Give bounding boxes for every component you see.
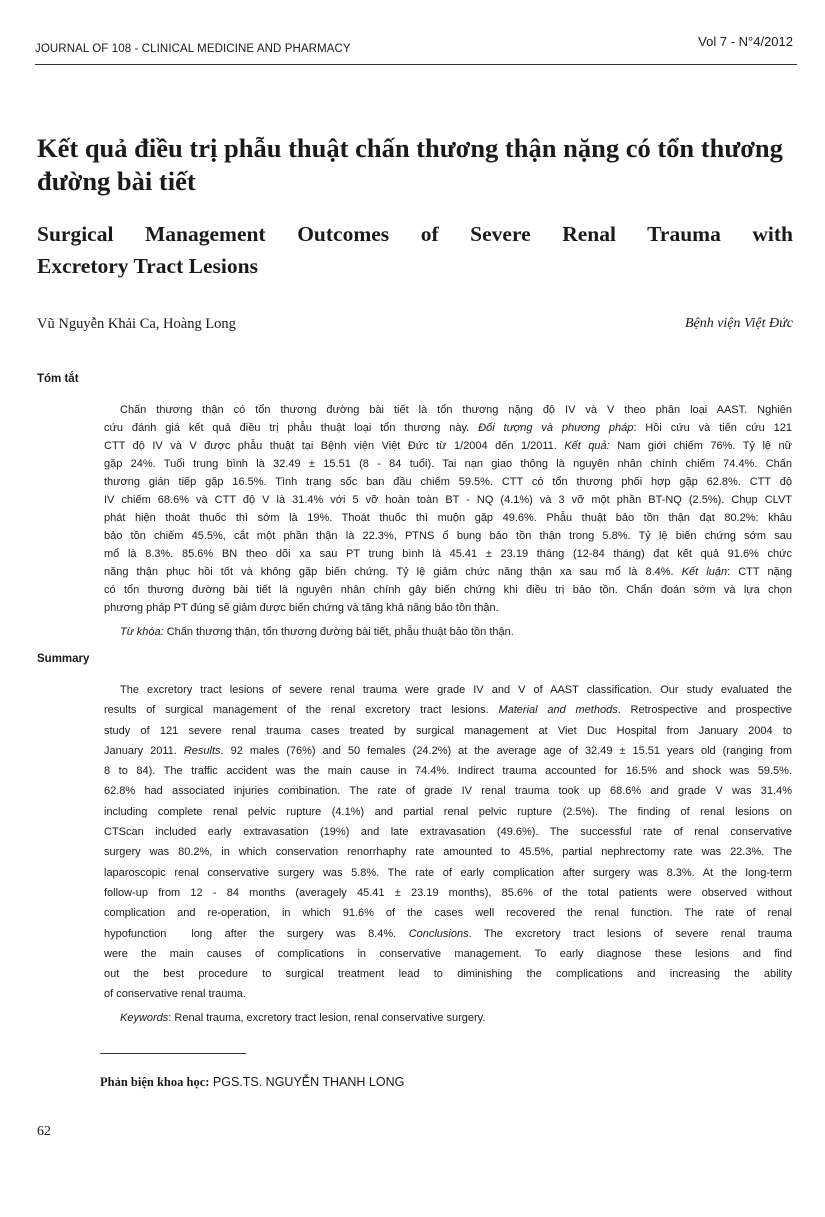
summary-body (104, 680, 792, 1005)
italic-section-label: Material and methods (498, 704, 618, 717)
italic-section-label: Conclusions (408, 927, 469, 940)
text-line (104, 903, 792, 923)
text-segment: January 2011. (104, 744, 184, 757)
reviewer-note (100, 1075, 404, 1090)
text-segment: results of surgical management of the renal excretory tract lesions. (104, 704, 499, 717)
title-vietnamese: Kết quả điều trị phẫu thuật chấn thương thận nặng có tổn thương đường bài tiết (37, 133, 783, 196)
page-number: 62 (37, 1124, 51, 1139)
reviewer-label: Phản biện khoa học: (100, 1075, 210, 1089)
text-segment: . Retrospective and prospective (617, 704, 792, 717)
text-segment: of conservative renal trauma. (104, 988, 246, 1001)
text-line (104, 883, 792, 903)
text-line (104, 419, 792, 437)
keywords-vi (120, 624, 514, 640)
text-segment: CTT độ IV và V được phẫu thuật tại Bệnh viện Việt Đức từ 1/2004 đến 1/2011. (104, 440, 565, 452)
text-segment: out the best procedure to surgical treatment lead to diminishing the complications and increasing the ability (104, 968, 792, 981)
text-line (104, 863, 792, 883)
title-english (37, 218, 793, 282)
text-segment: hypofunction long after the surgery was 8.4%. (104, 927, 409, 940)
text-segment: CTScan included early extravasation (19%) and late extravasation (49.6%). The successful rate of renal conservative (104, 826, 792, 839)
reviewer-name: PGS.TS. NGUYỄN THANH LONG (209, 1075, 405, 1089)
text-segment: gặp 24%. Tuổi trung bình là 32.49 ± 15.51 (8 - 84 tuổi). Tai nạn giao thông là nguyên nhân chính chiếm 74.4%. Chấn (104, 458, 792, 470)
text-line (104, 700, 792, 720)
authors: Vũ Nguyễn Khải Ca, Hoàng Long (37, 316, 236, 332)
keywords-vi-label: Từ khóa: (120, 626, 164, 638)
text-line (104, 781, 792, 801)
text-segment: có tổn thương đường bài tiết là nguyên nhân chính gây biến chứng khi điều trị bảo tồn. Chẩn đoán sớm và lựa chọn (104, 584, 792, 596)
text-line (104, 563, 792, 581)
text-segment: laparoscopic renal conservative surgery was 5.8%. The rate of early complication after surgery was 8.3%. At the long-term (104, 866, 792, 879)
text-line (104, 509, 792, 527)
keywords-en (120, 1010, 485, 1026)
text-segment: cứu đánh giá kết quả điều trị phẫu thuật loại tổn thương này. (104, 422, 479, 434)
text-line (104, 527, 792, 545)
affiliation: Bệnh viện Việt Đức (684, 316, 793, 331)
text-segment: complication and re-operation, in which 91.6% of the cases well recovered the renal function. The rate of renal (104, 907, 792, 920)
keywords-en-text: : Renal trauma, excretory tract lesion, renal conservative surgery. (168, 1012, 486, 1024)
text-line (104, 761, 792, 781)
italic-section-label: Kết luận (681, 566, 728, 578)
title-english-line: Excretory Tract Lesions (37, 254, 258, 278)
italic-section-label: Results (183, 744, 221, 757)
text-line (104, 842, 792, 862)
text-segment: IV chiếm 68.6% và CTT độ V là 31.4% với 5 vỡ hoàn toàn BT - NQ (4.1%) và 3 vỡ một phần BT-NQ (2.5%). Chụp CLVT (104, 494, 792, 506)
text-segment: 62.8% had associated injuries combination. The rate of grade IV renal trauma took up 68.6% and grade V was 31.4% (104, 785, 792, 798)
text-segment: bảo tồn chiếm 45.5%, cắt một phần thận là 22.3%, PTNS ổ bụng bảo tồn thận trong 5.8%. Tỷ lệ biến chứng sớm sau (104, 530, 792, 542)
text-segment: thương gián tiếp gặp 16.5%. Tình trạng sốc ban đầu chiếm 59.5%. CTT có tổn thương phối hợp gặp 62.8%. CTT độ (104, 476, 792, 488)
italic-section-label: Đối tượng và phương pháp (478, 422, 634, 434)
abstract-vi-heading: Tóm tắt (37, 373, 79, 385)
text-line (104, 599, 792, 617)
text-segment: . The excretory tract lesions of severe renal trauma (468, 927, 792, 940)
keywords-en-label: Keywords (120, 1012, 169, 1024)
text-segment: Nam giới chiếm 76%. Tỷ lệ nữ (609, 440, 792, 452)
text-line (104, 473, 792, 491)
text-segment: năng thận phục hồi tốt và không gặp biến chứng. Tỷ lệ giảm chức năng thận xa sau mổ là 8.4%. (104, 566, 682, 578)
italic-section-label: Kết quả: (564, 440, 610, 452)
text-segment: : CTT nặng (727, 566, 792, 578)
text-segment: surgery was 80.2%, in which conservation renorrhaphy rate amounted to 45.5%, partial nephrectomy rate was 22.3%. The (104, 846, 792, 859)
text-segment: phát hiện thoát thuốc thì sớm là 19%. Thoát thuốc thì muộn gặp 49.6%. Phẫu thuật bảo tồn thận đạt 80.2%: khâu (104, 512, 792, 524)
text-segment: 8 to 84). The traffic accident was the main cause in 74.4%. Indirect trauma accounted for 16.5% and shock was 59.5%. (104, 765, 792, 778)
text-segment: : Hồi cứu và tiến cứu 121 (633, 422, 792, 434)
summary-heading: Summary (37, 653, 90, 665)
text-line (104, 802, 792, 822)
header-divider (35, 64, 797, 65)
text-line (104, 721, 792, 741)
title-english-line: Surgical Management Outcomes of Severe Renal Trauma with (37, 222, 793, 246)
text-segment: mổ là 8.3%. 85.6% BN theo dõi xa sau PT trung bình là 45.41 ± 23.19 tháng (12-84 tháng) đạt kết quả 91.6% chức (104, 548, 792, 560)
text-segment: were the main causes of complications in conservative management. To early diagnose these lesions and find (104, 947, 792, 960)
text-line (104, 964, 792, 984)
text-line (104, 401, 792, 419)
text-line (104, 741, 792, 761)
text-line (104, 581, 792, 599)
volume-issue: Vol 7 - N°4/2012 (698, 34, 793, 49)
text-line (104, 944, 792, 964)
text-segment: Chấn thương thận có tổn thương đường bài tiết là tổn thương nặng độ IV và V theo phân loại AAST. Nghiên (120, 404, 792, 416)
text-line (104, 455, 792, 473)
keywords-vi-text: Chấn thương thận, tổn thương đường bài tiết, phẫu thuật bảo tồn thận. (163, 626, 514, 638)
text-line (104, 680, 792, 700)
abstract-vi-body (104, 401, 792, 617)
text-segment: phương pháp PT đúng sẽ giảm được biến chứng và tăng khả năng bảo tồn thận. (104, 602, 499, 614)
text-line (104, 491, 792, 509)
text-segment: including complete renal pelvic rupture (4.1%) and partial renal pelvic rupture (2.5%). The finding of renal lesions on (104, 805, 792, 818)
text-segment: follow-up from 12 - 84 months (averagely 45.41 ± 23.19 months), 85.6% of the total patients were observed without (104, 886, 792, 899)
text-line (104, 822, 792, 842)
text-line (104, 545, 792, 563)
text-line (104, 984, 792, 1004)
text-line (104, 437, 792, 455)
footnote-divider (100, 1053, 246, 1054)
text-segment: The excretory tract lesions of severe renal trauma were grade IV and V of AAST classification. Our study evaluated the (120, 684, 792, 696)
text-segment: study of 121 severe renal trauma cases treated by surgical management at Viet Duc Hospital from January 2004 to (104, 724, 792, 737)
text-segment: . 92 males (76%) and 50 females (24.2%) at the average age of 32.49 ± 15.51 years old (ranging from (220, 744, 792, 757)
text-line (104, 924, 792, 944)
journal-name: JOURNAL OF 108 - CLINICAL MEDICINE AND PHARMACY (35, 43, 351, 55)
